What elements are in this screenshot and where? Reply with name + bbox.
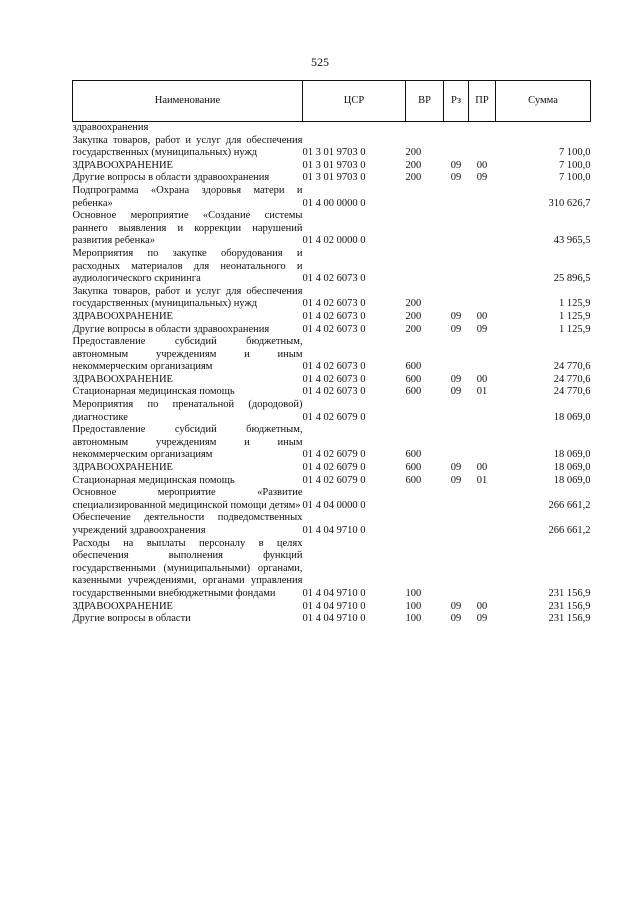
cell-vr: 200: [405, 323, 422, 335]
cell-csr: 01 3 01 9703 0: [302, 147, 366, 159]
cell-csr: 01 4 02 6073 0: [302, 361, 366, 373]
cell-csr: 01 4 02 6073 0: [302, 310, 366, 322]
cell-csr: 01 4 04 9710 0: [302, 600, 366, 612]
cell-name: Другие вопросы в области здравоохранения: [72, 172, 270, 184]
cell-sum: 7 100,0: [559, 159, 591, 171]
cell-rz: 09: [450, 310, 462, 322]
cell-pr: 00: [476, 600, 488, 612]
cell-csr: 01 3 01 9703 0: [302, 172, 366, 184]
cell-vr: 600: [405, 449, 422, 461]
cell-pr: [469, 424, 496, 462]
cell-vr: 200: [405, 298, 422, 310]
cell-pr: 09: [476, 323, 488, 335]
cell-csr: 01 4 04 0000 0: [302, 499, 366, 511]
budget-table: [72, 80, 591, 626]
table-row: [73, 311, 591, 324]
cell-sum: 18 069,0: [553, 449, 591, 461]
table-row: [73, 336, 591, 374]
column-header-vr: ВР: [406, 81, 444, 122]
table-row: [73, 172, 591, 185]
cell-rz: [444, 424, 469, 462]
cell-sum: 1 125,9: [559, 310, 591, 322]
table-row: [73, 286, 591, 311]
cell-pr: [469, 512, 496, 537]
cell-sum: 310 626,7: [548, 197, 591, 209]
cell-pr: [469, 336, 496, 374]
cell-name: здравоохранения: [72, 122, 149, 133]
cell-name: Другие вопросы в области здравоохранения: [72, 323, 270, 335]
column-header-csr: ЦСР: [303, 81, 406, 122]
cell-name: Стационарная медицинская помощь: [72, 474, 235, 486]
cell-vr: 100: [405, 613, 422, 625]
cell-rz: [444, 336, 469, 374]
cell-name: ЗДРАВООХРАНЕНИЕ: [72, 600, 173, 612]
table-row: [73, 487, 591, 512]
cell-name: ЗДРАВООХРАНЕНИЕ: [72, 462, 173, 474]
cell-rz: [444, 512, 469, 537]
cell-vr: [406, 248, 444, 286]
cell-name: Закупка товаров, работ и услуг для обеспечения государственных (муниципальных) нужд: [72, 134, 303, 159]
cell-pr: 01: [476, 386, 488, 398]
cell-pr: [469, 248, 496, 286]
table-row: [73, 538, 591, 601]
cell-sum: 24 770,6: [553, 361, 591, 373]
cell-vr: 200: [405, 310, 422, 322]
cell-pr: 01: [476, 474, 488, 486]
cell-name: ЗДРАВООХРАНЕНИЕ: [72, 373, 173, 385]
cell-sum: 24 770,6: [553, 373, 591, 385]
table-row: [73, 386, 591, 399]
cell-sum: [496, 122, 591, 135]
cell-pr: [469, 487, 496, 512]
table-row: [73, 399, 591, 424]
table-row: [73, 475, 591, 488]
table-row: [73, 135, 591, 160]
cell-sum: 25 896,5: [553, 273, 591, 285]
cell-vr: 100: [405, 587, 422, 599]
cell-pr: 09: [476, 172, 488, 184]
cell-pr: 00: [476, 310, 488, 322]
cell-name: Стационарная медицинская помощь: [72, 386, 235, 398]
cell-vr: 600: [405, 474, 422, 486]
cell-rz: 09: [450, 474, 462, 486]
cell-name: Закупка товаров, работ и услуг для обеспечения государственных (муниципальных) нужд: [72, 285, 303, 310]
table-row: [73, 185, 591, 210]
table-row: [73, 462, 591, 475]
table-body: [73, 122, 591, 626]
table-row: [73, 601, 591, 614]
cell-name: Расходы на выплаты персоналу в целях обеспечения выполнения функций государственными (муниципальными) органами, казенными учреждениями, органами управления государственными внебюджетными фондами: [72, 537, 303, 599]
cell-csr: 01 4 02 6073 0: [302, 373, 366, 385]
cell-vr: 600: [405, 386, 422, 398]
cell-csr: 01 4 02 6079 0: [302, 462, 366, 474]
table-row: [73, 248, 591, 286]
cell-vr: [406, 210, 444, 248]
cell-rz: [444, 210, 469, 248]
cell-sum: 266 661,2: [548, 525, 591, 536]
cell-csr: 01 4 02 6073 0: [302, 298, 366, 310]
cell-sum: 7 100,0: [559, 147, 591, 159]
cell-sum: 18 069,0: [553, 462, 591, 474]
cell-vr: 600: [405, 462, 422, 474]
table-row: [73, 160, 591, 173]
column-header-rz: Рз: [444, 81, 469, 122]
header-row: [73, 81, 591, 122]
cell-csr: 01 4 02 6079 0: [302, 474, 366, 486]
cell-pr: [469, 210, 496, 248]
cell-vr: [406, 185, 444, 210]
column-header-name: Наименование: [73, 81, 303, 122]
cell-name: Предоставление субсидий бюджетным, автономным учреждениям и иным некоммерческим организациям: [72, 336, 303, 373]
cell-rz: [444, 248, 469, 286]
cell-rz: [444, 185, 469, 210]
cell-sum: 24 770,6: [553, 386, 591, 398]
cell-sum: 266 661,2: [548, 499, 591, 511]
cell-sum: 43 965,5: [553, 235, 591, 247]
column-header-pr: ПР: [469, 81, 496, 122]
cell-pr: [469, 185, 496, 210]
cell-sum: 231 156,9: [548, 587, 591, 599]
table-row: [73, 613, 591, 626]
cell-vr: [406, 487, 444, 512]
cell-sum: 1 125,9: [559, 323, 591, 335]
cell-csr: 01 4 02 6079 0: [302, 449, 366, 461]
cell-rz: [444, 538, 469, 601]
cell-sum: 18 069,0: [553, 474, 591, 486]
table-row: [73, 122, 591, 135]
cell-rz: [444, 487, 469, 512]
cell-rz: [444, 399, 469, 424]
cell-vr: 200: [405, 172, 422, 184]
cell-sum: 231 156,9: [548, 600, 591, 612]
cell-csr: 01 3 01 9703 0: [302, 159, 366, 171]
cell-rz: 09: [450, 600, 462, 612]
cell-pr: 09: [476, 613, 488, 625]
cell-name: Мероприятия по пренатальной (дородовой) диагностике: [72, 399, 303, 423]
cell-rz: 09: [450, 373, 462, 385]
cell-rz: [444, 122, 469, 135]
page-number: 525: [311, 55, 329, 69]
cell-name: Предоставление субсидий бюджетным, автономным учреждениям и иным некоммерческим организациям: [72, 424, 303, 461]
table-row: [73, 210, 591, 248]
table-row: [73, 324, 591, 337]
cell-vr: 200: [405, 159, 422, 171]
table-row: [73, 424, 591, 462]
cell-name: Подпрограмма «Охрана здоровья матери и ребенка»: [72, 184, 303, 209]
cell-vr: [406, 512, 444, 537]
cell-vr: 100: [405, 600, 422, 612]
cell-vr: [406, 399, 444, 424]
cell-rz: 09: [450, 159, 462, 171]
cell-pr: 00: [476, 462, 488, 474]
cell-rz: 09: [450, 386, 462, 398]
cell-csr: 01 4 02 6073 0: [302, 323, 366, 335]
column-header-sum: Сумма: [496, 81, 591, 122]
cell-csr: 01 4 04 9710 0: [302, 587, 366, 599]
cell-rz: [444, 135, 469, 160]
cell-name: Основное мероприятие «Создание системы раннего выявления и коррекции нарушений развития ребенка»: [72, 210, 303, 247]
cell-vr: 200: [405, 147, 422, 159]
cell-rz: 09: [450, 462, 462, 474]
cell-pr: [469, 135, 496, 160]
cell-sum: 1 125,9: [559, 298, 591, 310]
table-row: [73, 374, 591, 387]
cell-name: ЗДРАВООХРАНЕНИЕ: [72, 159, 173, 171]
cell-rz: 09: [450, 323, 462, 335]
cell-csr: 01 4 02 6073 0: [302, 273, 366, 285]
cell-name: Основное мероприятие «Развитие специализированной медицинской помощи детям»: [72, 487, 303, 511]
cell-rz: [444, 286, 469, 311]
cell-csr: 01 4 02 6079 0: [302, 411, 366, 423]
cell-name: Другие вопросы в области: [72, 613, 191, 625]
cell-csr: 01 4 02 0000 0: [302, 235, 366, 247]
cell-rz: 09: [450, 613, 462, 625]
cell-name: ЗДРАВООХРАНЕНИЕ: [72, 310, 173, 322]
cell-name: Мероприятия по закупке оборудования и расходных материалов для неонатального и аудиологического скрининга: [72, 247, 303, 285]
cell-sum: 7 100,0: [559, 172, 591, 184]
table-row: [73, 512, 591, 537]
cell-pr: [469, 399, 496, 424]
cell-name: Обеспечение деятельности подведомственных учреждений здравоохранения: [72, 512, 303, 536]
cell-vr: 600: [405, 373, 422, 385]
cell-pr: 00: [476, 159, 488, 171]
cell-pr: [469, 286, 496, 311]
cell-sum: 231 156,9: [548, 613, 591, 625]
cell-csr: 01 4 04 9710 0: [302, 613, 366, 625]
cell-pr: [469, 538, 496, 601]
cell-csr: 01 4 00 0000 0: [302, 197, 366, 209]
cell-vr: [406, 122, 444, 135]
cell-rz: 09: [450, 172, 462, 184]
cell-csr: 01 4 02 6073 0: [302, 386, 366, 398]
cell-csr: 01 4 04 9710 0: [302, 525, 366, 536]
cell-pr: [469, 122, 496, 135]
cell-vr: 600: [405, 361, 422, 373]
cell-pr: 00: [476, 373, 488, 385]
cell-csr: [303, 122, 406, 135]
cell-sum: 18 069,0: [553, 411, 591, 423]
